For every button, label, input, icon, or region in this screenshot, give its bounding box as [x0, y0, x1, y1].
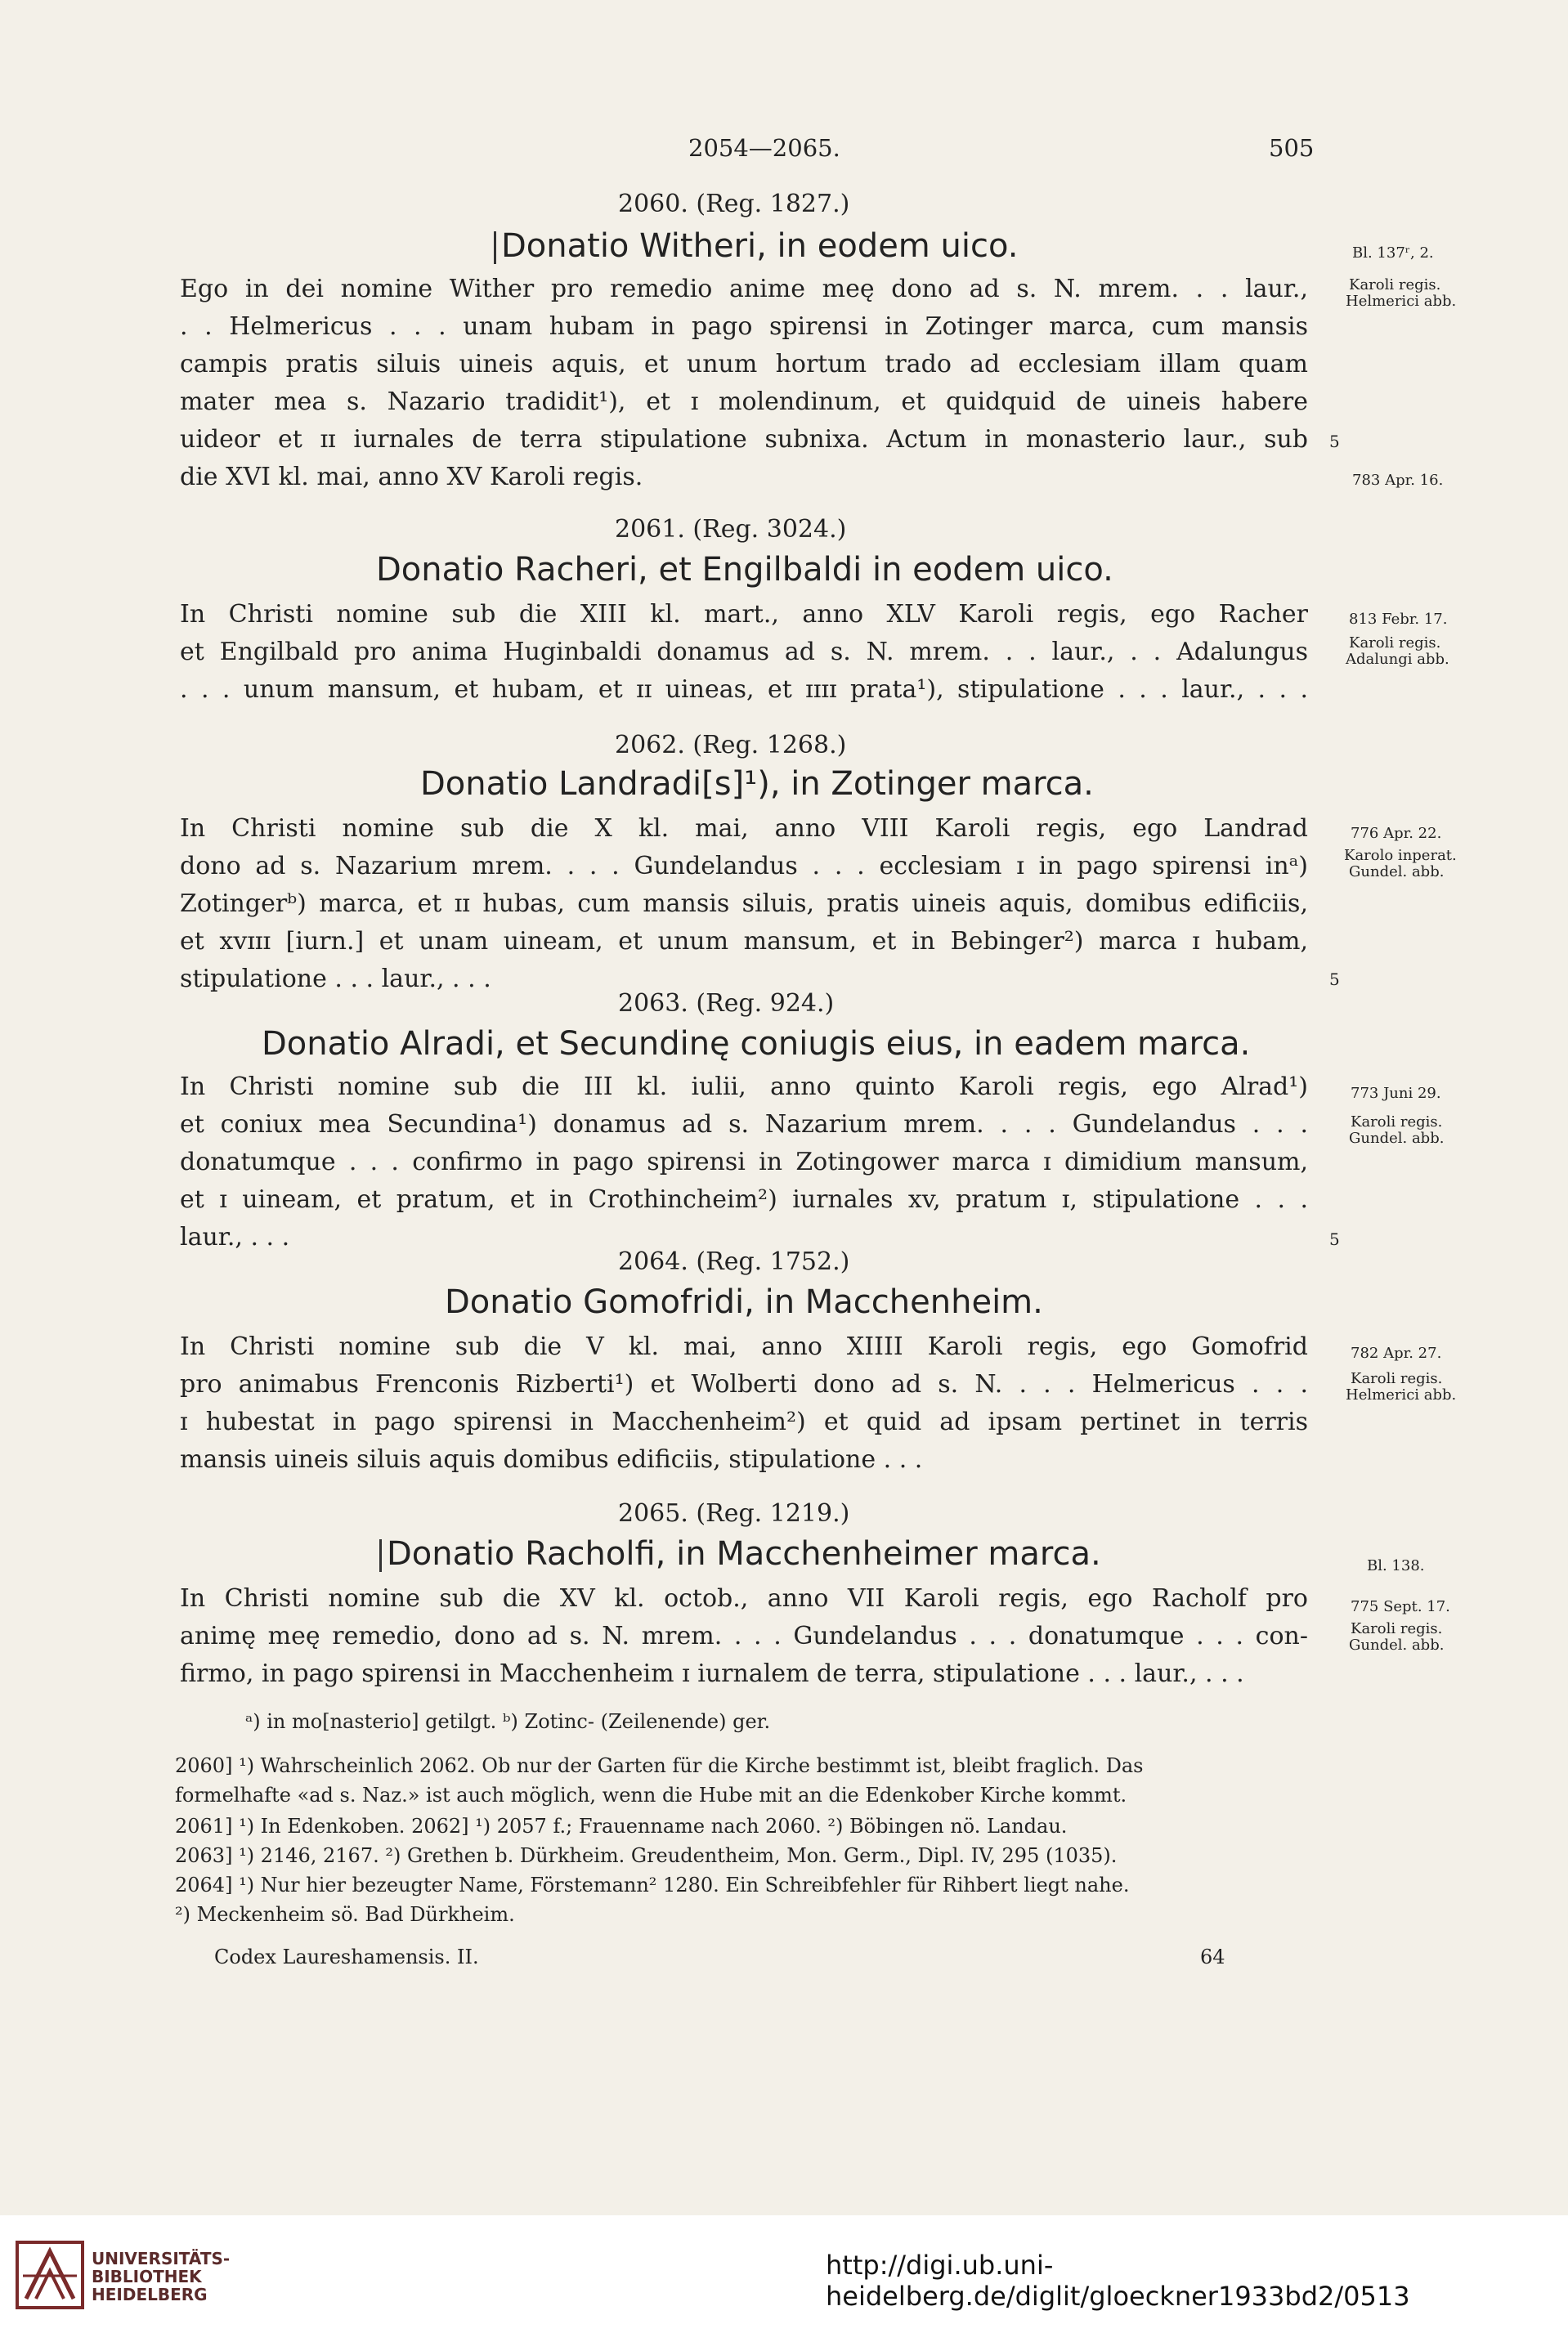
footnote-line: ²) Meckenheim sö. Bad Dürkheim.	[175, 1903, 515, 1926]
text-line: die XVI kl. mai, anno XV Karoli regis.	[180, 463, 643, 491]
text-line: firmo, in pago spirensi in Macchenheim ɪ iurnalem de terra, stipulatione . . . laur., . . .	[180, 1659, 1244, 1688]
entry-number: 2065. (Reg. 1219.)	[618, 1499, 850, 1528]
library-name-line: UNIVERSITÄTS-	[92, 2249, 231, 2268]
signature-number: 64	[1200, 1946, 1225, 1968]
footnote-line: 2061] ¹) In Edenkoben. 2062] ¹) 2057 f.; Frauenname nach 2060. ²) Böbingen nö. Landau.	[175, 1815, 1068, 1838]
entry-title: Donatio Witheri, in eodem uico.	[494, 227, 1018, 265]
margin-note: Karoli regis.	[1351, 1370, 1443, 1387]
text-line: In Christi nomine sub die III kl. iulii, anno quinto Karoli regis, ego Alrad¹)	[180, 1073, 1308, 1101]
margin-bar	[494, 231, 496, 264]
entry-number: 2061. (Reg. 3024.)	[615, 515, 847, 544]
library-name-line: BIBLIOTHEK	[92, 2267, 202, 2286]
margin-note: 773 Juni 29.	[1351, 1085, 1441, 1102]
text-line: campis pratis siluis uineis aquis, et unum hortum trado ad ecclesiam illam quam	[180, 350, 1308, 378]
margin-note: Adalungi abb.	[1346, 651, 1449, 668]
footnote-line: 2060] ¹) Wahrscheinlich 2062. Ob nur der Garten für die Kirche bestimmt ist, bleibt fraglich. Das	[175, 1754, 1144, 1777]
margin-note: Karoli regis.	[1349, 276, 1441, 293]
margin-note: Helmerici abb.	[1346, 1386, 1457, 1404]
entry-number: 2060. (Reg. 1827.)	[618, 190, 850, 218]
permalink-url[interactable]: http://digi.ub.uni-heidelberg.de/diglit/gloeckner1933bd2/0513	[826, 2250, 1410, 2312]
text-line: In Christi nomine sub die XIII kl. mart., anno XLV Karoli regis, ego Racher	[180, 600, 1308, 629]
margin-note: 776 Apr. 22.	[1351, 825, 1442, 842]
footnote-line: 2063] ¹) 2146, 2167. ²) Grethen b. Dürkheim. Greudentheim, Mon. Germ., Dipl. IV, 295 (1035).	[175, 1844, 1118, 1867]
margin-note: 813 Febr. 17.	[1349, 611, 1448, 628]
text-line: et coniux mea Secundina¹) donamus ad s. Nazarium mrem. . . . Gundelandus . . .	[180, 1110, 1308, 1139]
entry-title: Donatio Gomofridi, in Macchenheim.	[445, 1283, 1043, 1321]
margin-bar	[379, 1539, 382, 1572]
text-line: stipulatione . . . laur., . . .	[180, 965, 491, 993]
text-line: Ego in dei nomine Wither pro remedio anime meę dono ad s. N. mrem. . . laur.,	[180, 275, 1308, 303]
entry-title: Donatio Landradi[s]¹), in Zotinger marca.	[420, 765, 1094, 803]
line-number: 5	[1329, 970, 1340, 989]
margin-note: Helmerici abb.	[1346, 293, 1457, 310]
margin-note: Karolo inperat.	[1344, 847, 1457, 864]
margin-note: 782 Apr. 27.	[1351, 1345, 1442, 1362]
text-line: In Christi nomine sub die XV kl. octob., anno VII Karoli regis, ego Racholf pro	[180, 1584, 1308, 1613]
text-line: uideor et ɪɪ iurnales de terra stipulatione subnixa. Actum in monasterio laur., sub	[180, 425, 1308, 454]
text-line: dono ad s. Nazarium mrem. . . . Gundelandus . . . ecclesiam ɪ in pago spirensi inᵃ)	[180, 852, 1308, 880]
running-header-range: 2054—2065.	[688, 134, 840, 162]
text-line: mater mea s. Nazario tradidit¹), et ɪ molendinum, et quidquid de uineis habere	[180, 387, 1308, 416]
margin-note: 783 Apr. 16.	[1352, 472, 1444, 489]
codex-footer: Codex Laureshamensis. II.	[214, 1946, 479, 1968]
page-number: 505	[1269, 134, 1315, 162]
margin-note: Karoli regis.	[1349, 634, 1441, 652]
text-line: . . Helmericus . . . unam hubam in pago spirensi in Zotinger marca, cum mansis	[180, 312, 1308, 341]
text-line: In Christi nomine sub die V kl. mai, anno XIIII Karoli regis, ego Gomofrid	[180, 1332, 1308, 1361]
text-line: In Christi nomine sub die X kl. mai, anno VIII Karoli regis, ego Landrad	[180, 814, 1308, 843]
margin-note: Gundel. abb.	[1349, 1637, 1445, 1654]
text-line: laur., . . .	[180, 1223, 290, 1252]
line-number: 5	[1329, 1229, 1340, 1249]
library-name-line: HEIDELBERG	[92, 2285, 208, 2304]
margin-note: Gundel. abb.	[1349, 1130, 1445, 1147]
entry-number: 2063. (Reg. 924.)	[618, 989, 835, 1018]
text-line: Zotingerᵇ) marca, et ɪɪ hubas, cum mansis siluis, pratis uineis aquis, domibus edificiis,	[180, 889, 1308, 918]
margin-note: 775 Sept. 17.	[1351, 1598, 1450, 1615]
text-line: ɪ hubestat in pago spirensi in Macchenheim²) et quid ad ipsam pertinet in terris	[180, 1408, 1308, 1436]
margin-note: Gundel. abb.	[1349, 863, 1445, 880]
margin-note: Karoli regis.	[1351, 1620, 1443, 1637]
university-library-logo-icon	[15, 2240, 85, 2310]
text-line: et xvɪɪɪ [iurn.] et unam uineam, et unum mansum, et in Bebinger²) marca ɪ hubam,	[180, 927, 1308, 956]
footnote-line: 2064] ¹) Nur hier bezeugter Name, Förstemann² 1280. Ein Schreibfehler für Rihbert liegt nahe.	[175, 1874, 1130, 1896]
margin-note: Bl. 138.	[1367, 1557, 1425, 1574]
text-line: et ɪ uineam, et pratum, et in Crothincheim²) iurnales xv, pratum ɪ, stipulatione . . .	[180, 1185, 1308, 1214]
text-line: . . . unum mansum, et hubam, et ɪɪ uineas, et ɪɪɪɪ prata¹), stipulatione . . . laur., . . .	[180, 675, 1308, 704]
line-number: 5	[1329, 432, 1340, 451]
text-line: donatumque . . . confirmo in pago spirensi in Zotingower marca ɪ dimidium mansum,	[180, 1148, 1308, 1176]
text-line: mansis uineis siluis aquis domibus edificiis, stipulatione . . .	[180, 1445, 923, 1474]
entry-title: Donatio Racheri, et Engilbaldi in eodem uico.	[376, 551, 1113, 589]
library-name[interactable]	[92, 2250, 230, 2304]
footnote-line: formelhafte «ad s. Naz.» ist auch möglich, wenn die Hube mit an die Edenkober Kirche kommt.	[175, 1784, 1127, 1807]
text-line: animę meę remedio, dono ad s. N. mrem. . . . Gundelandus . . . donatumque . . . con-	[180, 1622, 1308, 1650]
entry-title: Donatio Alradi, et Secundinę coniugis eius, in eadem marca.	[262, 1025, 1251, 1063]
margin-note: Karoli regis.	[1351, 1113, 1443, 1131]
entry-number: 2064. (Reg. 1752.)	[618, 1247, 850, 1276]
text-line: et Engilbald pro anima Huginbaldi donamus ad s. N. mrem. . . laur., . . Adalungus	[180, 638, 1308, 666]
margin-note: Bl. 137ʳ, 2.	[1352, 244, 1434, 262]
footnote-letters: ᵃ) in mo[nasterio] getilgt. ᵇ) Zotinc- (Zeilenende) ger.	[245, 1710, 771, 1733]
entry-number: 2062. (Reg. 1268.)	[615, 731, 847, 759]
entry-title: Donatio Racholfi, in Macchenheimer marca.	[379, 1535, 1101, 1573]
text-line: pro animabus Frenconis Rizberti¹) et Wolberti dono ad s. N. . . . Helmericus . . .	[180, 1370, 1308, 1399]
